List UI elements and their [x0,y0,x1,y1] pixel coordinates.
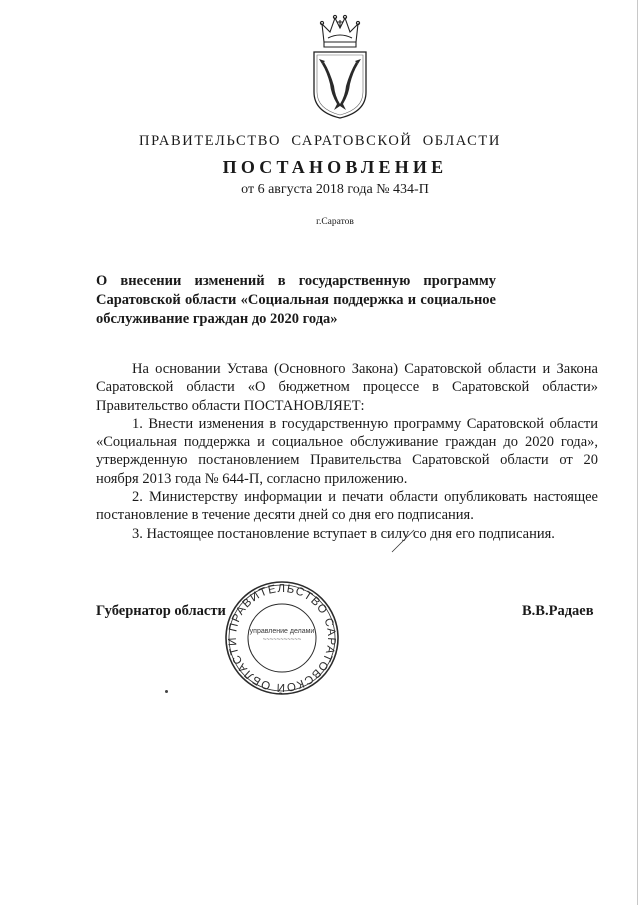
document-subject: О внесении изменений в государственную программу Саратовской области «Социальная поддержка и социальное обслуживание граждан до 2020 года» [96,273,496,327]
document-date-number: от 6 августа 2018 года № 434-П [241,182,429,197]
signature-name: В.В.Радаев [522,603,594,619]
item-1-paragraph: 1. Внести изменения в государственную программу Саратовской области «Социальная поддержка и социальное обслуживание граждан до 2020 года», утвержденную постановлением Правительства Саратовской области от 20 ноября 2013 года № 644-П, согласно приложению. [96,415,598,487]
official-stamp [222,578,342,698]
government-title: ПРАВИТЕЛЬСТВО САРАТОВСКОЙ ОБЛАСТИ [139,133,501,149]
signature-position: Губернатор области [96,603,226,619]
svg-text:ПРАВИТЕЛЬСТВО САРАТОВСКОЙ ОБЛА: ПРАВИТЕЛЬСТВО САРАТОВСКОЙ ОБЛАСТИ [226,582,338,694]
pen-mark [388,528,418,554]
document-body [96,360,598,543]
item-3-paragraph: 3. Настоящее постановление вступает в силу со дня его подписания. [132,525,555,542]
svg-text:~~~~~~~~~~~: ~~~~~~~~~~~ [262,637,302,643]
preamble-paragraph: На основании Устава (Основного Закона) Саратовской области и Закона Саратовской области «О бюджетном процессе в Саратовской области» Правительство области ПОСТАНОВЛЯЕТ: [96,361,598,414]
scan-speck [165,690,168,693]
svg-text:управление делами: управление делами [249,628,315,635]
item-2-paragraph: 2. Министерству информации и печати области опубликовать настоящее постановление в течение десяти дней со дня его подписания. [96,489,598,524]
saratov-coat-of-arms-icon [306,12,374,120]
document-city: г.Саратов [316,217,354,227]
document-type: ПОСТАНОВЛЕНИЕ [222,157,448,177]
